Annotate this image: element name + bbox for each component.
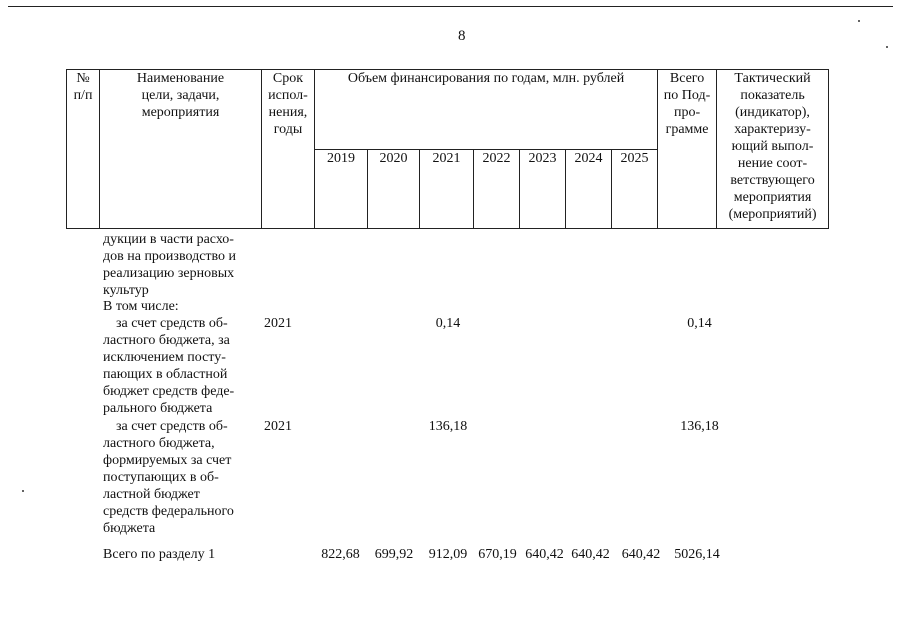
header-name: Наименование цели, задачи, мероприятия — [100, 70, 262, 229]
header-total: Всего по Под- про- грамме — [658, 70, 717, 229]
row2-value-2021: 136,18 — [428, 419, 468, 434]
in-that-number-label: В том числе: — [103, 299, 179, 314]
header-year: 2021 — [420, 149, 474, 229]
table-header — [66, 69, 829, 229]
page-number: 8 — [458, 28, 466, 44]
section-total-2024: 640,42 — [571, 547, 610, 562]
row1-description-rest: ластного бюджета, за исключением посту- пающих в областной бюджет средств феде- рального бюджета — [103, 333, 235, 416]
header-year: 2023 — [520, 149, 566, 229]
row1-year: 2021 — [264, 316, 292, 331]
section-total-2021: 912,09 — [428, 547, 468, 562]
header-indicator: Тактический показатель (индикатор), характеризу- ющий выпол- нение соот- ветствующего мероприятия (мероприятий) — [717, 70, 829, 229]
scan-speck — [22, 490, 24, 492]
header-year: 2022 — [474, 149, 520, 229]
header-year: 2019 — [315, 149, 368, 229]
activity-continuation: дукции в части расхо- дов на производство и реализацию зерновых культур — [103, 232, 237, 298]
row2-description: за счет средств об- — [116, 419, 228, 434]
section-total-2023: 640,42 — [525, 547, 564, 562]
header-number: № п/п — [67, 70, 100, 229]
row2-year: 2021 — [264, 419, 292, 434]
top-rule — [8, 6, 893, 7]
header-year: 2020 — [368, 149, 420, 229]
scan-speck — [886, 46, 888, 48]
row1-description: за счет средств об- — [116, 316, 228, 331]
header-term: Срок испол- нения, годы — [262, 70, 315, 229]
header-year: 2024 — [566, 149, 612, 229]
section-total-sum: 5026,14 — [674, 547, 720, 562]
section-total-2019: 822,68 — [321, 547, 360, 562]
section-total-2025: 640,42 — [621, 547, 661, 562]
row1-total: 0,14 — [687, 316, 712, 331]
section-total-2022: 670,19 — [478, 547, 517, 562]
header-year: 2025 — [612, 149, 658, 229]
row2-total: 136,18 — [680, 419, 719, 434]
section-total-label: Всего по разделу 1 — [103, 547, 216, 562]
section-total-2020: 699,92 — [374, 547, 414, 562]
scan-speck — [858, 20, 860, 22]
row1-value-2021: 0,14 — [435, 316, 461, 331]
row2-description-rest: ластного бюджета, формируемых за счет поступающих в об- ластной бюджет средств федерального бюджета — [103, 436, 234, 536]
header-funding: Объем финансирования по годам, млн. рублей — [315, 70, 658, 150]
